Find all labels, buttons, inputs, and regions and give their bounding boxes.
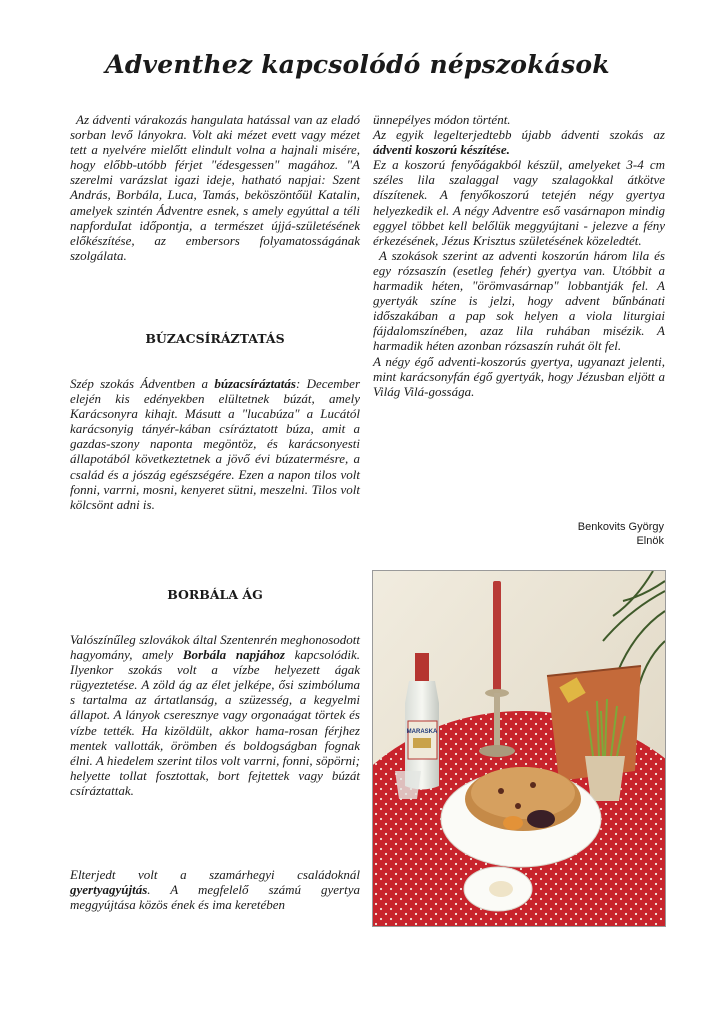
right-column-text <box>373 112 665 399</box>
candle-holder-stem <box>494 693 500 748</box>
bottle-label-text: MARASKA <box>406 729 438 735</box>
koszoru-text-before: Az egyik legelterjedtebb újabb ádventi szokás az <box>373 127 665 143</box>
heading-buzacsiraztatas: BÚZACSÍRÁZTATÁS <box>145 331 285 346</box>
right-paragraph-3: Ez a koszorú fenyőágakból készül, amelyeket 3-4 cm széles lila szalaggal vagy szalagokkal átkötve díszítenek. A fenyőkoszorú tetején négy gyertya helyezkedik el. A négy Adventre eső vasárnapon mindig eggyel többet kell belőlük meggyújtani - jelezve a fény érkezésének, Jézus Krisztus születésének közeledtét. <box>373 157 665 248</box>
borbala-paragraph <box>70 632 360 798</box>
kalacs-cake <box>465 767 581 831</box>
buza-bold-term: búzacsíráztatás <box>214 376 296 391</box>
borbala-bold-term: Borbála napjához <box>182 647 285 663</box>
borbala-text-after: kapcsolódik. Ilyenkor szokás volt a vízbe helyezett ágak rügyeztetése. A zöld ág az élet jelképe, ősi szimbóluma s tartalma az ártatlanság, a szüzesség, a kegyelmi állapot. A lányok cseresznye vagy orgonaágat törtek és vízbe tették. Ha kizöldült, akkor hama-rosan férjhez mentek vallották, örömben és boldogságban fognak élni. A hiedelem szerint tilos volt varrni, fonni, söpörni; helyette tollat fosztottak, bort fejtettek vagy búzát csíráztattak. <box>70 647 360 798</box>
right-paragraph-2 <box>373 127 665 157</box>
borbala-text-before: Valószínűleg szlovákok által Szentenrén meghonosodott hagyomány, amely <box>70 632 360 663</box>
buzacsiraztatas-text <box>70 376 360 512</box>
signature-name: Benkovits György <box>577 521 664 533</box>
intro-text: Az ádventi várakozás hangulata hatással van az eladó sorban levő lányokra. Volt aki mézet evett vagy mézet tett a nyelvére mielőtt elindult volna a hajnali misére, hogy előbb-utóbb férjet "édesgessen" magához. "A szerelmi varázslat igazi ideje, hatható napjai: Szent András, Borbála, Luca, Tamás, beköszöntőül Katalin, amelyek szintén Ádventre esnek, s amely egyúttal a téli napforduIat időpontja, a természet újjá-születésének előkészítése, az embersors folyamatosságának szolgálata. <box>70 112 360 263</box>
signature-block <box>480 520 664 548</box>
right-paragraph-1: ünnepélyes módon történt. <box>373 112 511 127</box>
page-title: Adventhez kapcsolódó népszokások <box>105 50 610 79</box>
gyertya-bold-term: gyertyagyújtás <box>70 882 148 898</box>
buzacsiraztatas-paragraph <box>70 376 360 512</box>
gyertyagyujtas-paragraph <box>70 867 360 912</box>
right-paragraph-5: A négy égő adventi-koszorús gyertya, ugyanazt jelenti, mint karácsonyfán égő gyertyák, hogy Jézusban eljött a Világ Vilá-gossága. <box>373 353 665 399</box>
red-candle <box>493 581 501 691</box>
buza-text-before: Szép szokás Ádventben a <box>70 376 215 391</box>
advent-table-photo <box>372 570 666 927</box>
gyertya-text-before: Elterjedt volt a szamárhegyi családoknál <box>70 867 360 882</box>
gyertya-text-after: . A megfelelő számú gyertya meggyújtása közös ének és ima keretében <box>70 882 360 913</box>
signature-role: Elnök <box>636 535 664 547</box>
left-intro-paragraph <box>70 112 360 263</box>
buza-text-after: : December elején kis edényekben elültetnek búzát, amely Karácsonyra kihajt. Másutt a "lucabúza" a Lucától karácsonyig tányér-kában csíráztatott búza, amit a gazdas-szony naponta megöntöz, és karácsonyesti állapotából következtetnek a jövő évi búzatermésre, a család és a jószág egészségére. Ezen a napon tilos volt fonni, varrni, mosni, kenyeret sütni, meszelni. Tilos volt kölcsönt adni is. <box>70 376 361 512</box>
gyertyagyujtas-text <box>70 867 360 912</box>
right-paragraph-4: A szokások szerint az adventi koszorún három lila és egy rózsaszín (esetleg fehér) gyertya van. Utóbbit a harmadik héten, "örömvasárnap" lobbantják fel. A gyertyák színe is jelzi, hogy advent bűnbánati időszakában a pap sok helyen a viola liturgiai fájdalomszínében, azaz lila ruhában misézik. A harmadik héten azonban rózsaszín ruhát ölt fel. <box>373 247 665 354</box>
borbala-text <box>70 632 360 798</box>
small-glass <box>395 771 421 799</box>
koszoru-bold-term: ádventi koszorú készítése. <box>373 142 510 158</box>
heading-borbala-ag: BORBÁLA ÁG <box>167 587 263 602</box>
